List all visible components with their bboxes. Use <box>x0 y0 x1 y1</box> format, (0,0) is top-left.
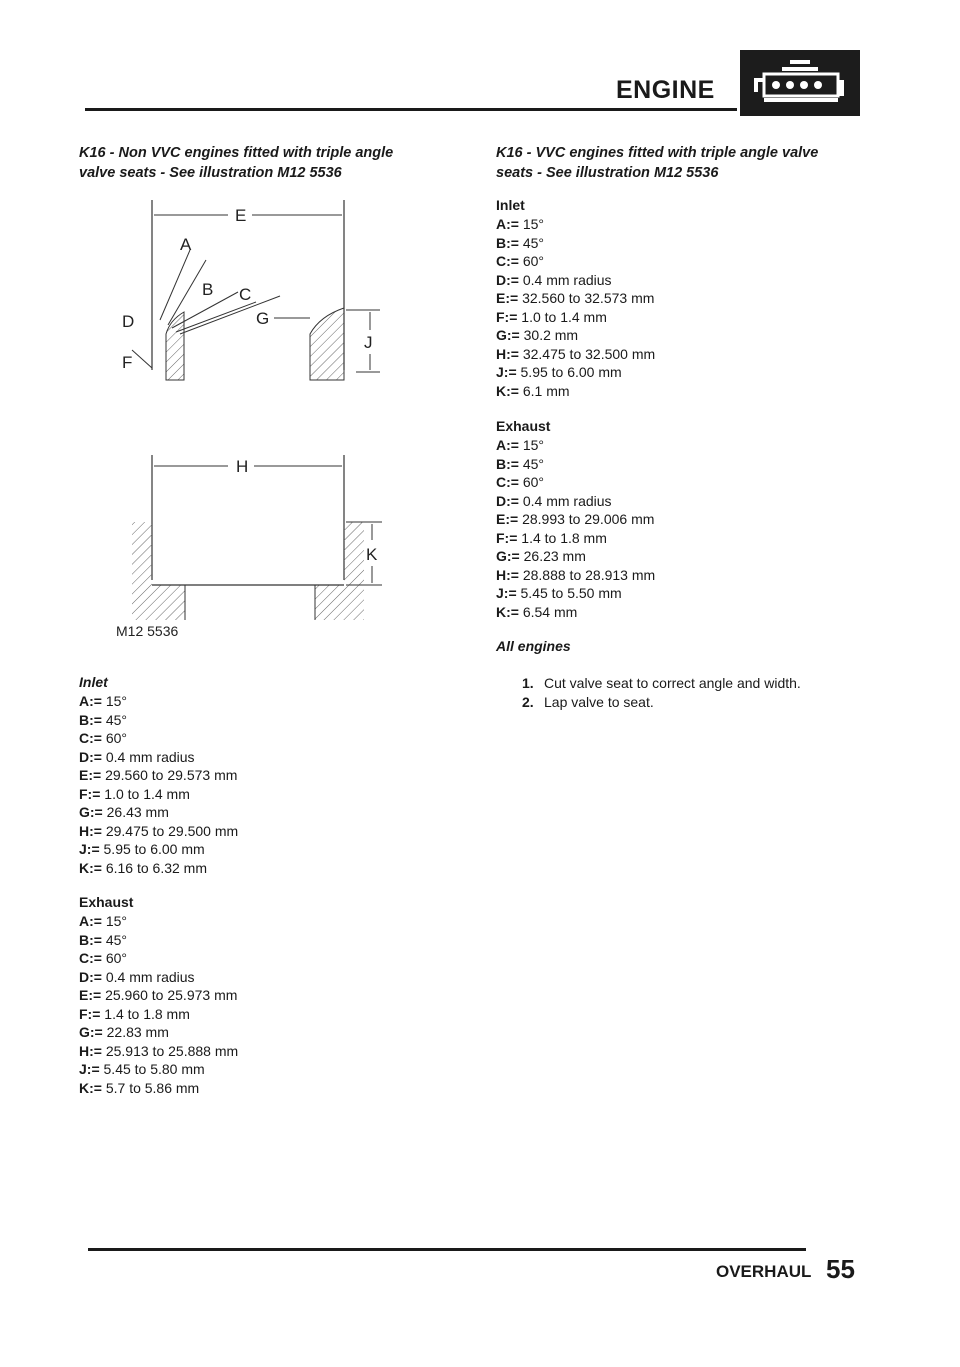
spec-line <box>496 326 896 345</box>
right-section-title-line2: seats - See illustration M12 5536 <box>496 165 719 181</box>
spec-line <box>79 692 439 711</box>
spec-key: E:= <box>496 290 519 306</box>
spec-value: 15° <box>101 693 128 709</box>
spec-key: K:= <box>496 603 519 620</box>
spec-line <box>496 234 896 253</box>
spec-key: J:= <box>496 364 517 380</box>
spec-key: D:= <box>496 492 519 509</box>
spec-line <box>496 382 896 401</box>
label-f: F <box>122 353 133 372</box>
spec-value: 32.475 to 32.500 mm <box>518 345 656 362</box>
spec-line <box>79 840 439 859</box>
spec-value: 0.4 mm radius <box>518 271 612 288</box>
spec-line <box>496 436 896 455</box>
engine-icon <box>740 50 860 116</box>
spec-line <box>79 822 439 841</box>
left-exhaust-block <box>79 893 439 1097</box>
left-inlet-block <box>79 673 439 877</box>
all-engines-steps <box>496 674 896 711</box>
section-header-title: ENGINE <box>616 76 715 104</box>
spec-value: 60° <box>518 253 545 269</box>
spec-value: 5.45 to 5.50 mm <box>516 585 622 601</box>
step-text: Lap valve to seat. <box>544 693 654 710</box>
label-h: H <box>236 457 249 476</box>
spec-value: 0.4 mm radius <box>101 748 195 765</box>
label-c: C <box>239 285 252 304</box>
spec-value: 45° <box>518 234 545 251</box>
spec-key: A:= <box>496 437 519 453</box>
left-section-title-line2: valve seats - See illustration M12 5536 <box>79 165 342 181</box>
spec-key: E:= <box>79 767 102 783</box>
spec-key: F:= <box>496 308 518 325</box>
spec-value: 5.95 to 6.00 mm <box>516 364 622 380</box>
step-number: 1. <box>522 675 534 691</box>
spec-value: 15° <box>518 216 545 232</box>
procedure-step <box>496 674 896 693</box>
all-engines-block <box>496 637 896 711</box>
spec-line <box>496 510 896 529</box>
label-j: J <box>364 333 373 352</box>
label-k: K <box>366 545 378 564</box>
spec-key: H:= <box>496 345 519 362</box>
spec-value: 25.960 to 25.973 mm <box>101 987 238 1003</box>
spec-line <box>496 289 896 308</box>
spec-line <box>496 529 896 548</box>
spec-value: 5.45 to 5.80 mm <box>99 1061 205 1077</box>
spec-key: G:= <box>496 327 520 343</box>
spec-value: 29.475 to 29.500 mm <box>101 822 239 839</box>
label-b: B <box>202 280 214 299</box>
spec-key: D:= <box>79 748 102 765</box>
all-engines-heading: All engines <box>496 638 571 654</box>
spec-key: B:= <box>496 455 519 472</box>
spec-line <box>79 986 439 1005</box>
spec-key: E:= <box>496 511 519 527</box>
spec-key: A:= <box>79 693 102 709</box>
left-exhaust-heading: Exhaust <box>79 894 134 910</box>
left-section-title-line1: K16 - Non VVC engines fitted with triple angle <box>79 145 394 161</box>
procedure-step <box>496 693 896 712</box>
spec-key: D:= <box>79 968 102 985</box>
spec-value: 0.4 mm radius <box>101 968 195 985</box>
spec-value: 30.2 mm <box>519 327 579 343</box>
spec-value: 25.913 to 25.888 mm <box>101 1042 239 1059</box>
spec-key: B:= <box>79 931 102 948</box>
spec-value: 6.54 mm <box>518 603 578 620</box>
right-column <box>496 143 896 183</box>
spec-value: 22.83 mm <box>102 1024 169 1040</box>
spec-line <box>79 859 439 878</box>
spec-value: 6.16 to 6.32 mm <box>101 859 208 876</box>
spec-line <box>496 271 896 290</box>
spec-line <box>496 603 896 622</box>
spec-key: C:= <box>496 474 519 490</box>
spec-value: 45° <box>101 711 128 728</box>
footer-rule <box>88 1248 806 1251</box>
right-section-title-line1: K16 - VVC engines fitted with triple angle valve <box>496 145 819 161</box>
spec-key: A:= <box>496 216 519 232</box>
spec-key: K:= <box>79 1079 102 1096</box>
spec-line <box>496 308 896 327</box>
spec-value: 1.0 to 1.4 mm <box>517 308 607 325</box>
left-column <box>79 143 439 183</box>
spec-line <box>496 252 896 271</box>
spec-key: F:= <box>79 785 101 802</box>
spec-key: H:= <box>79 822 102 839</box>
spec-value: 32.560 to 32.573 mm <box>518 290 655 306</box>
spec-line <box>496 547 896 566</box>
spec-value: 6.1 mm <box>518 382 570 399</box>
spec-value: 60° <box>101 950 128 966</box>
right-inlet-heading: Inlet <box>496 197 525 213</box>
spec-key: G:= <box>79 804 103 820</box>
label-e: E <box>235 206 247 225</box>
spec-key: J:= <box>496 585 517 601</box>
spec-key: F:= <box>79 1005 101 1022</box>
spec-line <box>79 785 439 804</box>
step-text: Cut valve seat to correct angle and width. <box>544 675 801 691</box>
spec-value: 45° <box>518 455 545 472</box>
spec-line <box>79 748 439 767</box>
spec-line <box>496 492 896 511</box>
page-number: 55 <box>826 1254 855 1284</box>
spec-key: C:= <box>79 730 102 746</box>
spec-value: 29.560 to 29.573 mm <box>101 767 238 783</box>
spec-line <box>79 803 439 822</box>
spec-line <box>496 363 896 382</box>
diagram-caption: M12 5536 <box>116 623 179 639</box>
spec-line <box>79 949 439 968</box>
valve-seat-diagram <box>110 200 390 640</box>
spec-value: 1.4 to 1.8 mm <box>517 529 607 546</box>
spec-line <box>496 584 896 603</box>
footer-section-label: OVERHAUL <box>716 1262 812 1281</box>
spec-line <box>79 1079 439 1098</box>
spec-line <box>79 729 439 748</box>
spec-value: 60° <box>518 474 545 490</box>
spec-key: K:= <box>496 382 519 399</box>
spec-key: E:= <box>79 987 102 1003</box>
spec-key: J:= <box>79 1061 100 1077</box>
header-rule <box>85 108 737 111</box>
spec-key: C:= <box>79 950 102 966</box>
spec-line <box>496 455 896 474</box>
spec-key: G:= <box>79 1024 103 1040</box>
spec-line <box>79 766 439 785</box>
right-inlet-block <box>496 196 896 400</box>
spec-line <box>496 345 896 364</box>
spec-value: 1.0 to 1.4 mm <box>100 785 190 802</box>
spec-line <box>79 1060 439 1079</box>
spec-line <box>79 1042 439 1061</box>
spec-key: H:= <box>79 1042 102 1059</box>
spec-line <box>79 1023 439 1042</box>
left-inlet-heading: Inlet <box>79 674 108 690</box>
spec-value: 60° <box>101 730 128 746</box>
spec-line <box>79 968 439 987</box>
spec-line <box>496 566 896 585</box>
spec-key: A:= <box>79 913 102 929</box>
spec-key: H:= <box>496 566 519 583</box>
spec-key: C:= <box>496 253 519 269</box>
right-exhaust-heading: Exhaust <box>496 418 551 434</box>
step-number: 2. <box>522 693 534 710</box>
label-d: D <box>122 312 135 331</box>
spec-line <box>79 711 439 730</box>
spec-line <box>79 931 439 950</box>
spec-value: 5.95 to 6.00 mm <box>99 841 205 857</box>
spec-value: 28.888 to 28.913 mm <box>518 566 656 583</box>
spec-value: 0.4 mm radius <box>518 492 612 509</box>
spec-value: 28.993 to 29.006 mm <box>518 511 655 527</box>
spec-value: 26.43 mm <box>102 804 169 820</box>
spec-key: K:= <box>79 859 102 876</box>
spec-line <box>79 1005 439 1024</box>
spec-line <box>496 473 896 492</box>
spec-key: B:= <box>79 711 102 728</box>
label-g: G <box>256 309 270 328</box>
spec-key: G:= <box>496 548 520 564</box>
spec-value: 5.7 to 5.86 mm <box>101 1079 200 1096</box>
spec-value: 1.4 to 1.8 mm <box>100 1005 190 1022</box>
right-exhaust-block <box>496 417 896 621</box>
spec-key: B:= <box>496 234 519 251</box>
spec-value: 15° <box>101 913 128 929</box>
spec-key: D:= <box>496 271 519 288</box>
spec-key: J:= <box>79 841 100 857</box>
spec-value: 45° <box>101 931 128 948</box>
spec-value: 15° <box>518 437 545 453</box>
spec-value: 26.23 mm <box>519 548 586 564</box>
label-a: A <box>180 235 192 254</box>
spec-line <box>79 912 439 931</box>
spec-key: F:= <box>496 529 518 546</box>
spec-line <box>496 215 896 234</box>
